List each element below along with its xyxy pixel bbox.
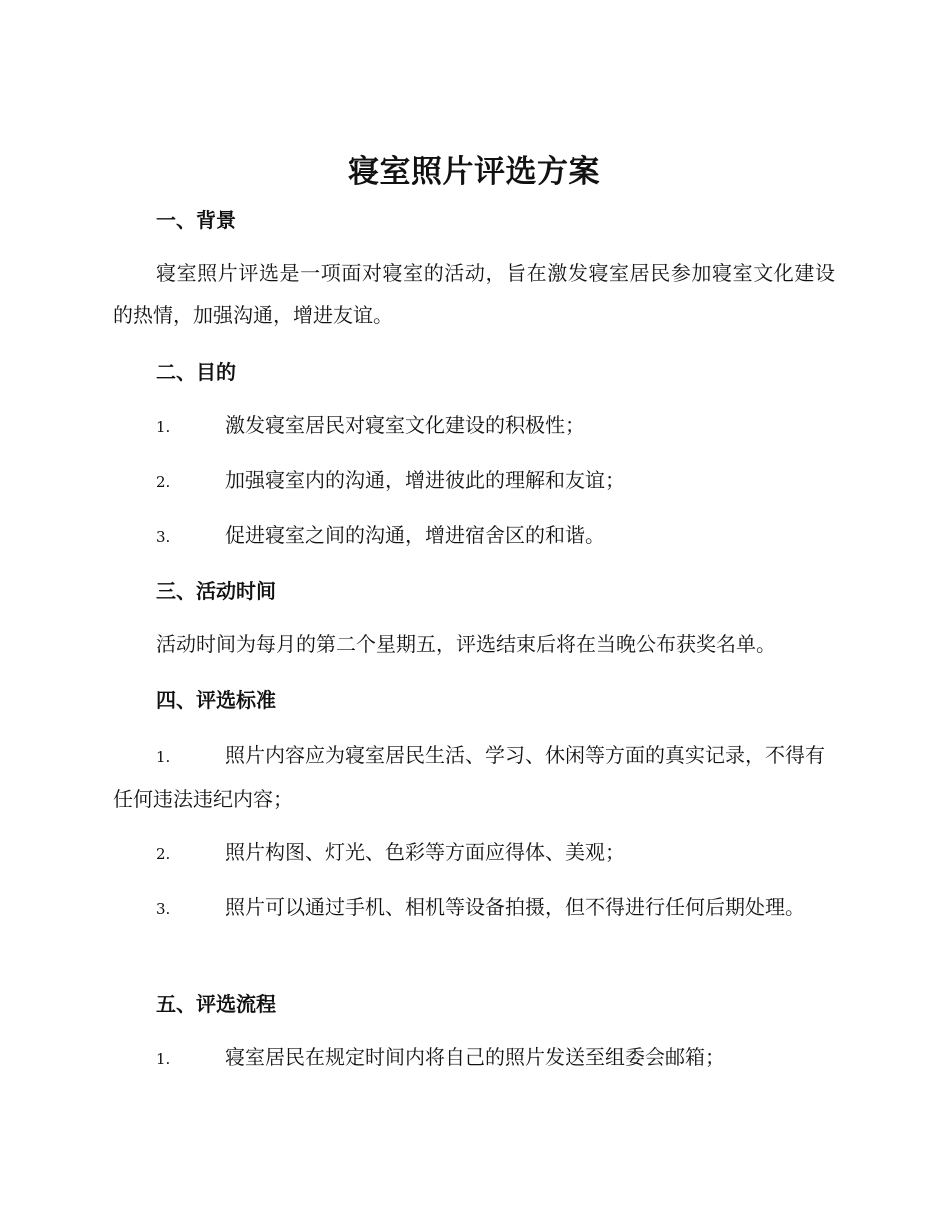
- list-item: [113, 1036, 835, 1080]
- list-item-number: 1.: [156, 418, 171, 436]
- list-item-number: 3.: [156, 528, 171, 546]
- list-item-text: 照片内容应为寝室居民生活、学习、休闲等方面的真实记录，不得有任何违法违纪内容；: [113, 743, 825, 811]
- list-item: [113, 831, 835, 875]
- list-item-text: 照片可以通过手机、相机等设备拍摄，但不得进行任何后期处理。: [225, 895, 805, 919]
- heading-purpose: 二、目的: [156, 360, 236, 384]
- list-item-text: 照片构图、灯光、色彩等方面应得体、美观；: [225, 840, 625, 864]
- list-item-text: 寝室居民在规定时间内将自己的照片发送至组委会邮箱；: [225, 1045, 725, 1069]
- heading-time: 三、活动时间: [156, 579, 276, 603]
- list-item: [113, 514, 835, 558]
- list-item-text: 促进寝室之间的沟通，增进宿舍区的和谐。: [225, 523, 605, 547]
- list-item: [113, 886, 835, 930]
- list-item-number: 3.: [156, 900, 171, 918]
- heading-criteria: 四、评选标准: [156, 688, 276, 712]
- paragraph-background: 寝室照片评选是一项面对寝室的活动，旨在激发寝室居民参加寝室文化建设的热情，加强沟通，增进友谊。: [113, 261, 835, 327]
- heading-process: 五、评选流程: [156, 992, 276, 1016]
- list-item: [113, 459, 835, 503]
- list-item-number: 1.: [156, 1050, 171, 1068]
- paragraph-time: 活动时间为每月的第二个星期五，评选结束后将在当晚公布获奖名单。: [156, 632, 776, 656]
- list-item: [113, 734, 835, 820]
- list-item-text: 激发寝室居民对寝室文化建设的积极性；: [225, 413, 585, 437]
- list-item-number: 2.: [156, 845, 171, 863]
- list-item-number: 1.: [156, 748, 171, 766]
- list-item: [113, 404, 835, 448]
- document-title: 寝室照片评选方案: [348, 154, 600, 190]
- heading-background: 一、背景: [156, 208, 236, 232]
- list-item-text: 加强寝室内的沟通，增进彼此的理解和友谊；: [225, 468, 625, 492]
- list-item-number: 2.: [156, 473, 171, 491]
